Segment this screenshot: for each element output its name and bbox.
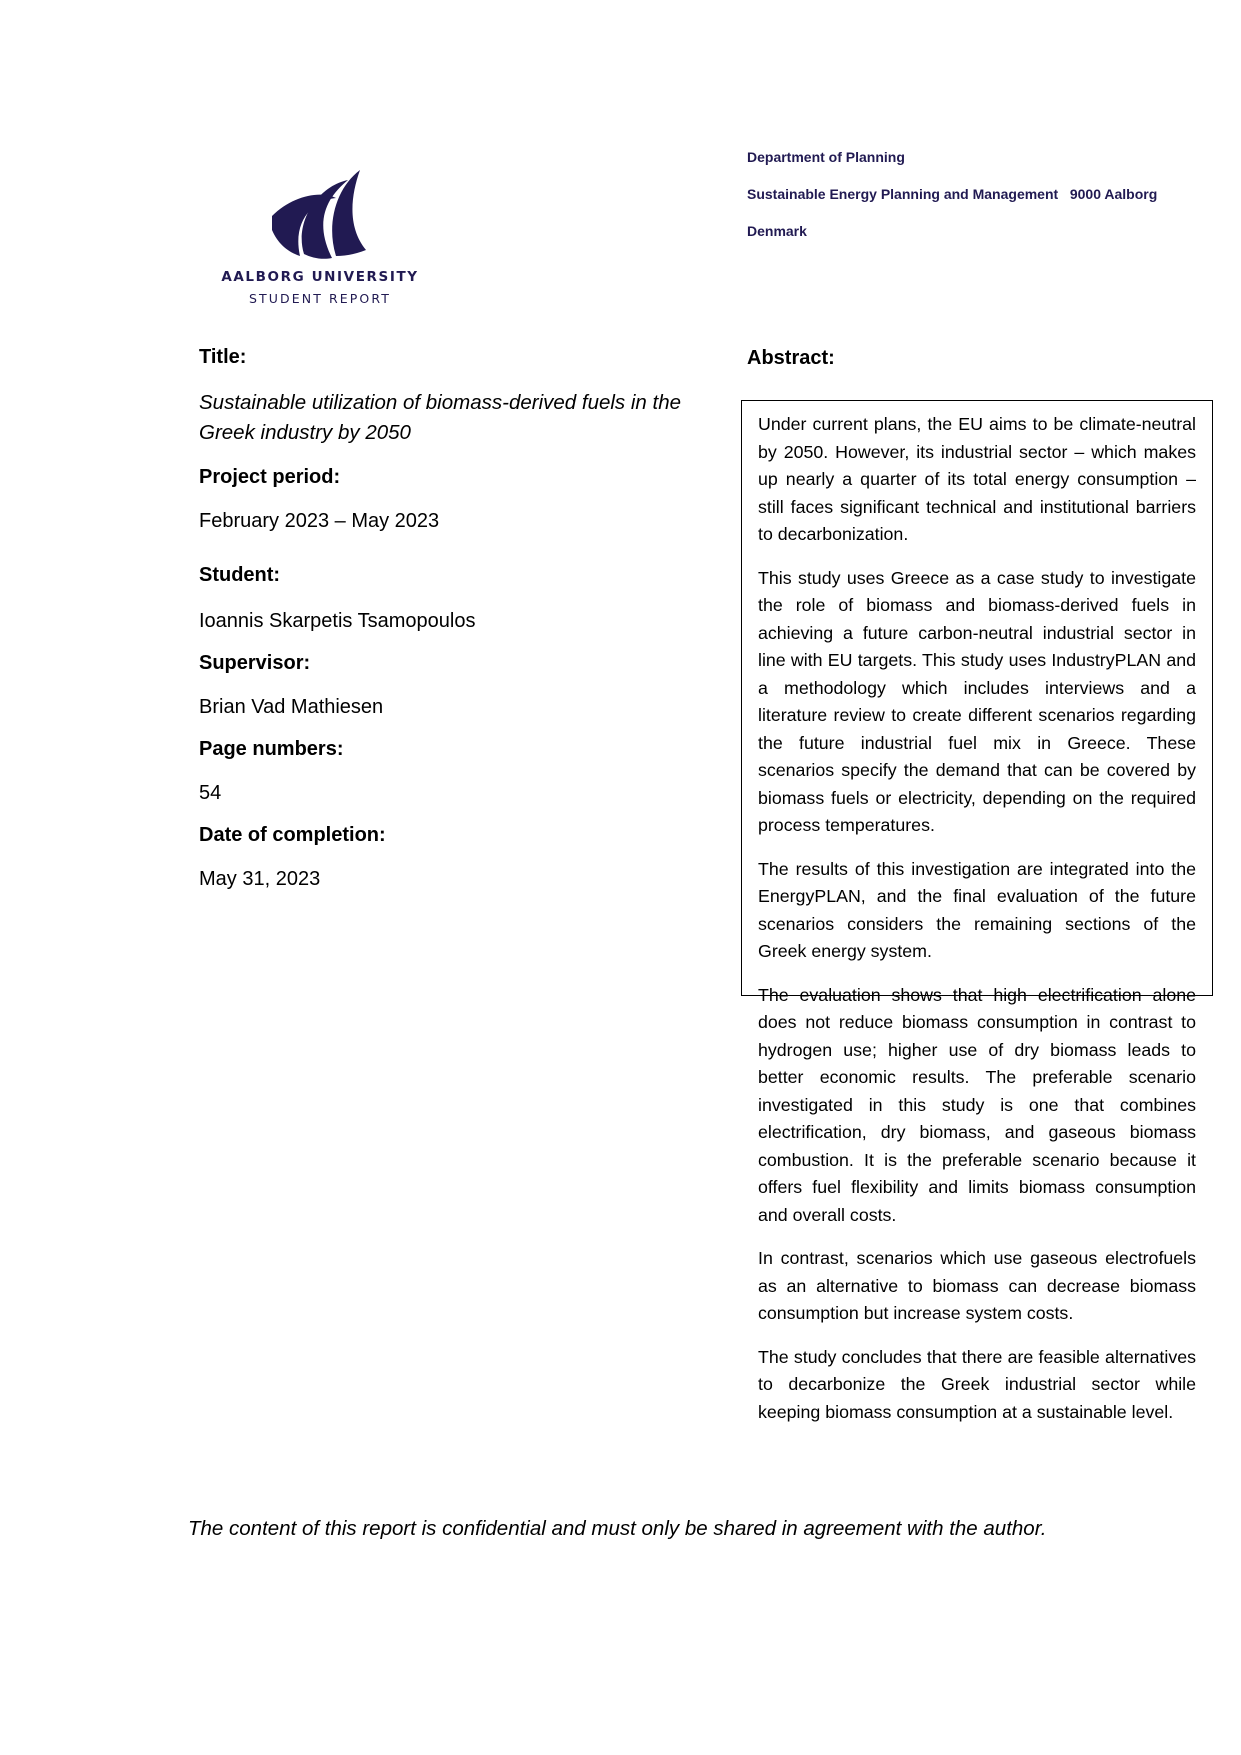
report-details xyxy=(199,344,719,894)
student-label: Student: xyxy=(199,564,281,586)
project-period-value: February 2023 – May 2023 xyxy=(199,510,440,532)
page-numbers-value: 54 xyxy=(199,782,222,804)
completion-value: May 31, 2023 xyxy=(199,868,321,890)
program-address: Sustainable Energy Planning and Management 9000 Aalborg xyxy=(747,186,1158,202)
abstract-paragraph: The results of this investigation are integrated into the EnergyPLAN, and the final evaluation of the future scenarios considers the remaining sections of the Greek energy system. xyxy=(758,858,1196,961)
title-label: Title: xyxy=(199,346,247,368)
project-period-label: Project period: xyxy=(199,466,341,488)
confidentiality-notice: The content of this report is confidential and must only be shared in agreement with the author. xyxy=(188,1517,1047,1540)
supervisor-label: Supervisor: xyxy=(199,652,311,674)
logo-university-name: AALBORG UNIVERSITY xyxy=(221,269,419,285)
university-logo xyxy=(200,170,440,310)
page-numbers-label: Page numbers: xyxy=(199,738,344,760)
aalborg-waves-icon xyxy=(270,170,370,262)
abstract-paragraph: This study uses Greece as a case study to investigate the role of biomass and biomass-derived fuels in achieving a future carbon-neutral industrial sector in line with EU targets. This study uses IndustryPLAN and a methodology which includes interviews and a literature review to create different scenarios regarding the future industrial fuel mix in Greece. These scenarios specify the demand that can be covered by biomass fuels or electricity, depending on the required process temperatures. xyxy=(758,567,1196,835)
abstract-paragraph: In contrast, scenarios which use gaseous electrofuels as an alternative to biomass can decrease biomass consumption but increase system costs. xyxy=(758,1248,1196,1323)
abstract-paragraph: The evaluation shows that high electrification alone does not reduce biomass consumption in contrast to hydrogen use; higher use of dry biomass leads to better economic results. The preferable scenario investigated in this study is one that combines electrification, dry biomass, and gaseous biomass combustion. It is the preferable scenario because it offers fuel flexibility and limits biomass consumption and overall costs. xyxy=(758,984,1196,1225)
student-value: Ioannis Skarpetis Tsamopoulos xyxy=(199,610,476,632)
abstract-label: Abstract: xyxy=(747,347,835,369)
abstract-box xyxy=(741,400,1213,1422)
completion-label: Date of completion: xyxy=(199,824,386,846)
department-country: Denmark xyxy=(747,223,807,239)
supervisor-value: Brian Vad Mathiesen xyxy=(199,696,384,718)
abstract-paragraph: The study concludes that there are feasible alternatives to decarbonize the Greek industrial sector while keeping biomass consumption at a sustainable level. xyxy=(758,1346,1196,1422)
title-value: Sustainable utilization of biomass-derived fuels in the Greek industry by 2050 xyxy=(199,391,682,444)
department-name: Department of Planning xyxy=(747,149,905,165)
department-info xyxy=(747,148,1167,259)
logo-subtitle: STUDENT REPORT xyxy=(249,291,391,306)
abstract-paragraph: Under current plans, the EU aims to be climate-neutral by 2050. However, its industrial sector – which makes up nearly a quarter of its total energy consumption – still faces significant technical and institutional barriers to decarbonization. xyxy=(758,414,1196,544)
